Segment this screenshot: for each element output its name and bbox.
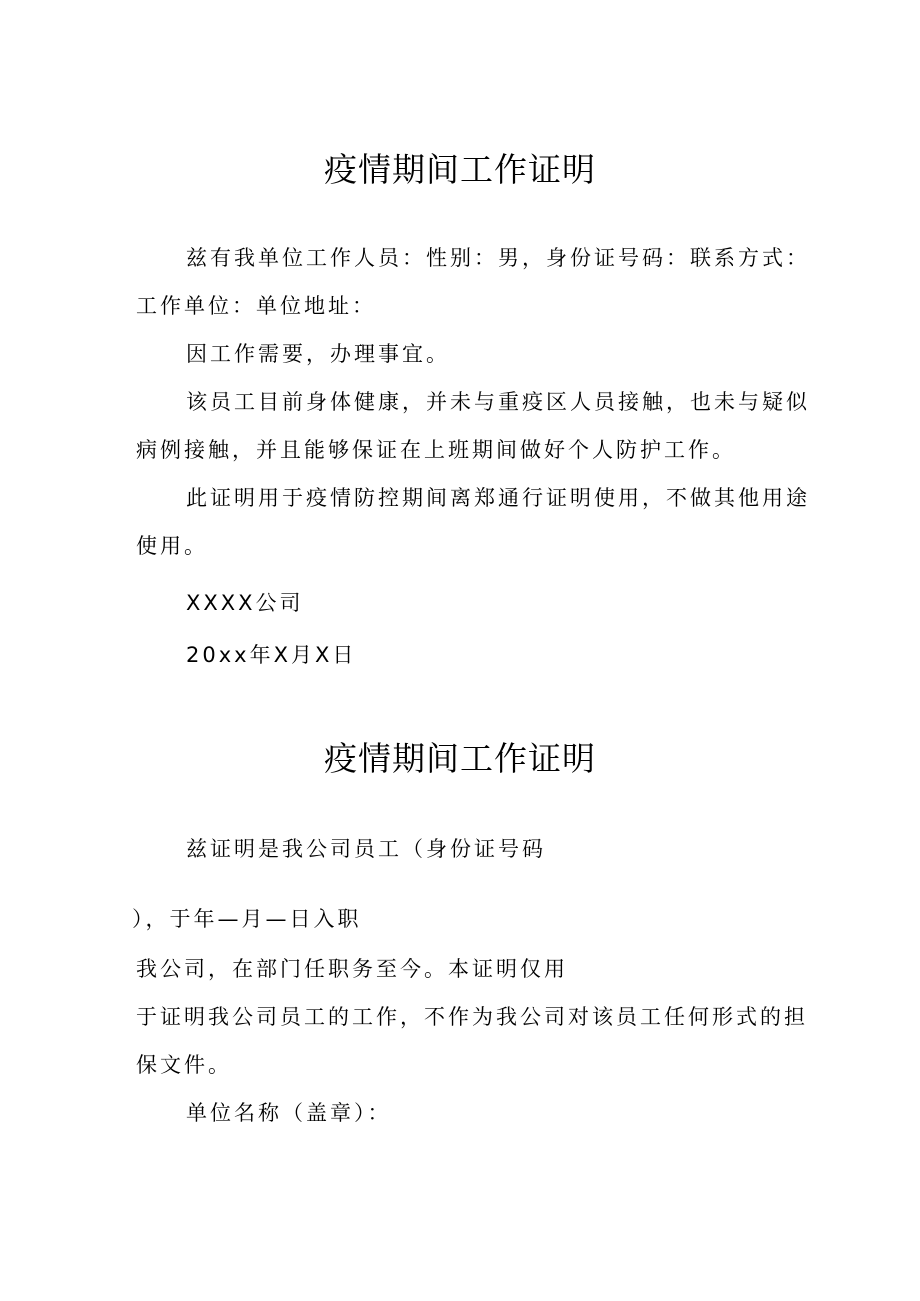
paragraph-line: 该员工目前身体健康，并未与重疫区人员接触，也未与疑似 (186, 390, 810, 414)
paragraph-line: ），于年—月—日入职 (132, 907, 362, 931)
date-line: 20xx年X月X日 (186, 643, 357, 667)
document-title: 疫情期间工作证明 (324, 150, 596, 189)
paragraph-line: 病例接触，并且能够保证在上班期间做好个人防护工作。 (136, 438, 736, 462)
paragraph-line: 保文件。 (136, 1053, 232, 1077)
signature-label: 单位名称（盖章）： (186, 1101, 392, 1125)
paragraph-line: 此证明用于疫情防控期间离郑通行证明使用，不做其他用途 (186, 486, 810, 510)
paragraph-line: 我公司，在部门任职务至今。本证明仅用 (136, 957, 568, 981)
paragraph-line: 工作单位：单位地址： (136, 294, 376, 318)
paragraph-line: 因工作需要，办理事宜。 (186, 342, 450, 366)
paragraph-line: 于证明我公司员工的工作，不作为我公司对该员工任何形式的担 (136, 1005, 808, 1029)
paragraph-line: 兹证明是我公司员工（身份证号码 (186, 837, 546, 861)
company-name: XXXX公司 (186, 591, 304, 615)
paragraph-line: 兹有我单位工作人员：性别：男，身份证号码：联系方式： (186, 246, 810, 270)
paragraph-line: 使用。 (136, 534, 208, 558)
document-title: 疫情期间工作证明 (324, 739, 596, 778)
